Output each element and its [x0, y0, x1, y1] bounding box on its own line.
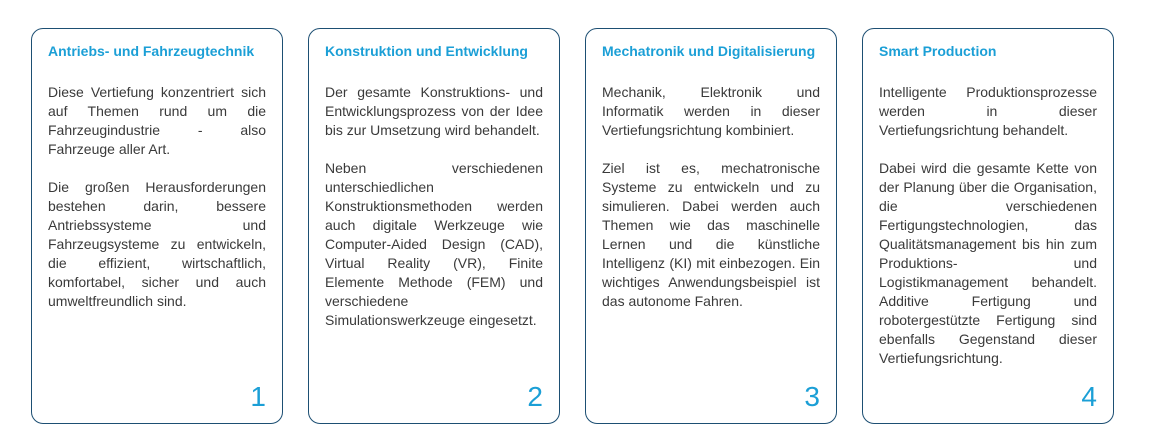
card-description	[602, 83, 820, 311]
card-paragraph: Intelligente Produktionsprozesse werden in dieser Vertiefungsrichtung behandelt.	[879, 84, 1097, 138]
card-number: 1	[250, 381, 266, 412]
card-konstruktion-und-entwicklung	[308, 28, 560, 424]
card-description	[325, 83, 543, 330]
card-paragraph: Neben verschiedenen unterschiedlichen Konstruktionsmethoden werden auch digitale Werkzeuge wie Computer-Aided Design (CAD), Virtual Reality (VR), Finite Elemente Methode (FEM) und verschiedene Simulationswerkzeuge eingesetzt.	[325, 160, 543, 328]
card-paragraph: Ziel ist es, mechatronische Systeme zu entwickeln und zu simulieren. Dabei werden auch Themen wie das maschinelle Lernen und die künstliche Intelligenz (KI) mit einbezogen. Ein wichtiges Anwendungsbeispiel ist das autonome Fahren.	[602, 160, 820, 309]
card-title: Smart Production	[879, 43, 997, 59]
card-antriebs-und-fahrzeugtechnik	[31, 28, 283, 424]
card-title: Antriebs- und Fahrzeugtechnik	[48, 43, 255, 59]
card-paragraph: Mechanik, Elektronik und Informatik werden in dieser Vertiefungsrichtung kombiniert.	[602, 84, 820, 138]
card-description	[48, 83, 266, 311]
card-number: 3	[804, 381, 820, 412]
card-mechatronik-und-digitalisierung	[585, 28, 837, 424]
card-paragraph: Die großen Herausforderungen bestehen darin, bessere Antriebssysteme und Fahrzeugsysteme zu entwickeln, die effizient, wirtschaftlich, komfortabel, sicher und auch umweltfreundlich sind.	[48, 179, 266, 309]
card-title: Mechatronik und Digitalisierung	[602, 43, 816, 59]
card-paragraph: Diese Vertiefung konzentriert sich auf Themen rund um die Fahrzeugindustrie - also Fahrzeuge aller Art.	[48, 84, 266, 157]
card-smart-production	[862, 28, 1114, 424]
card-number: 2	[527, 381, 543, 412]
card-description	[879, 83, 1097, 368]
card-paragraph: Dabei wird die gesamte Kette von der Planung über die Organisation, die verschiedenen Fertigungstechnologien, das Qualitätsmanagement bis hin zum Produktions- und Logistikmanagement behandelt. Additive Fertigung und robotergestützte Fertigung sind ebenfalls Gegenstand dieser Vertiefungsrichtung.	[879, 160, 1097, 366]
card-paragraph: Der gesamte Konstruktions- und Entwicklungsprozess von der Idee bis zur Umsetzung wird behandelt.	[325, 84, 543, 138]
card-number: 4	[1081, 381, 1097, 412]
card-title: Konstruktion und Entwicklung	[325, 43, 528, 59]
